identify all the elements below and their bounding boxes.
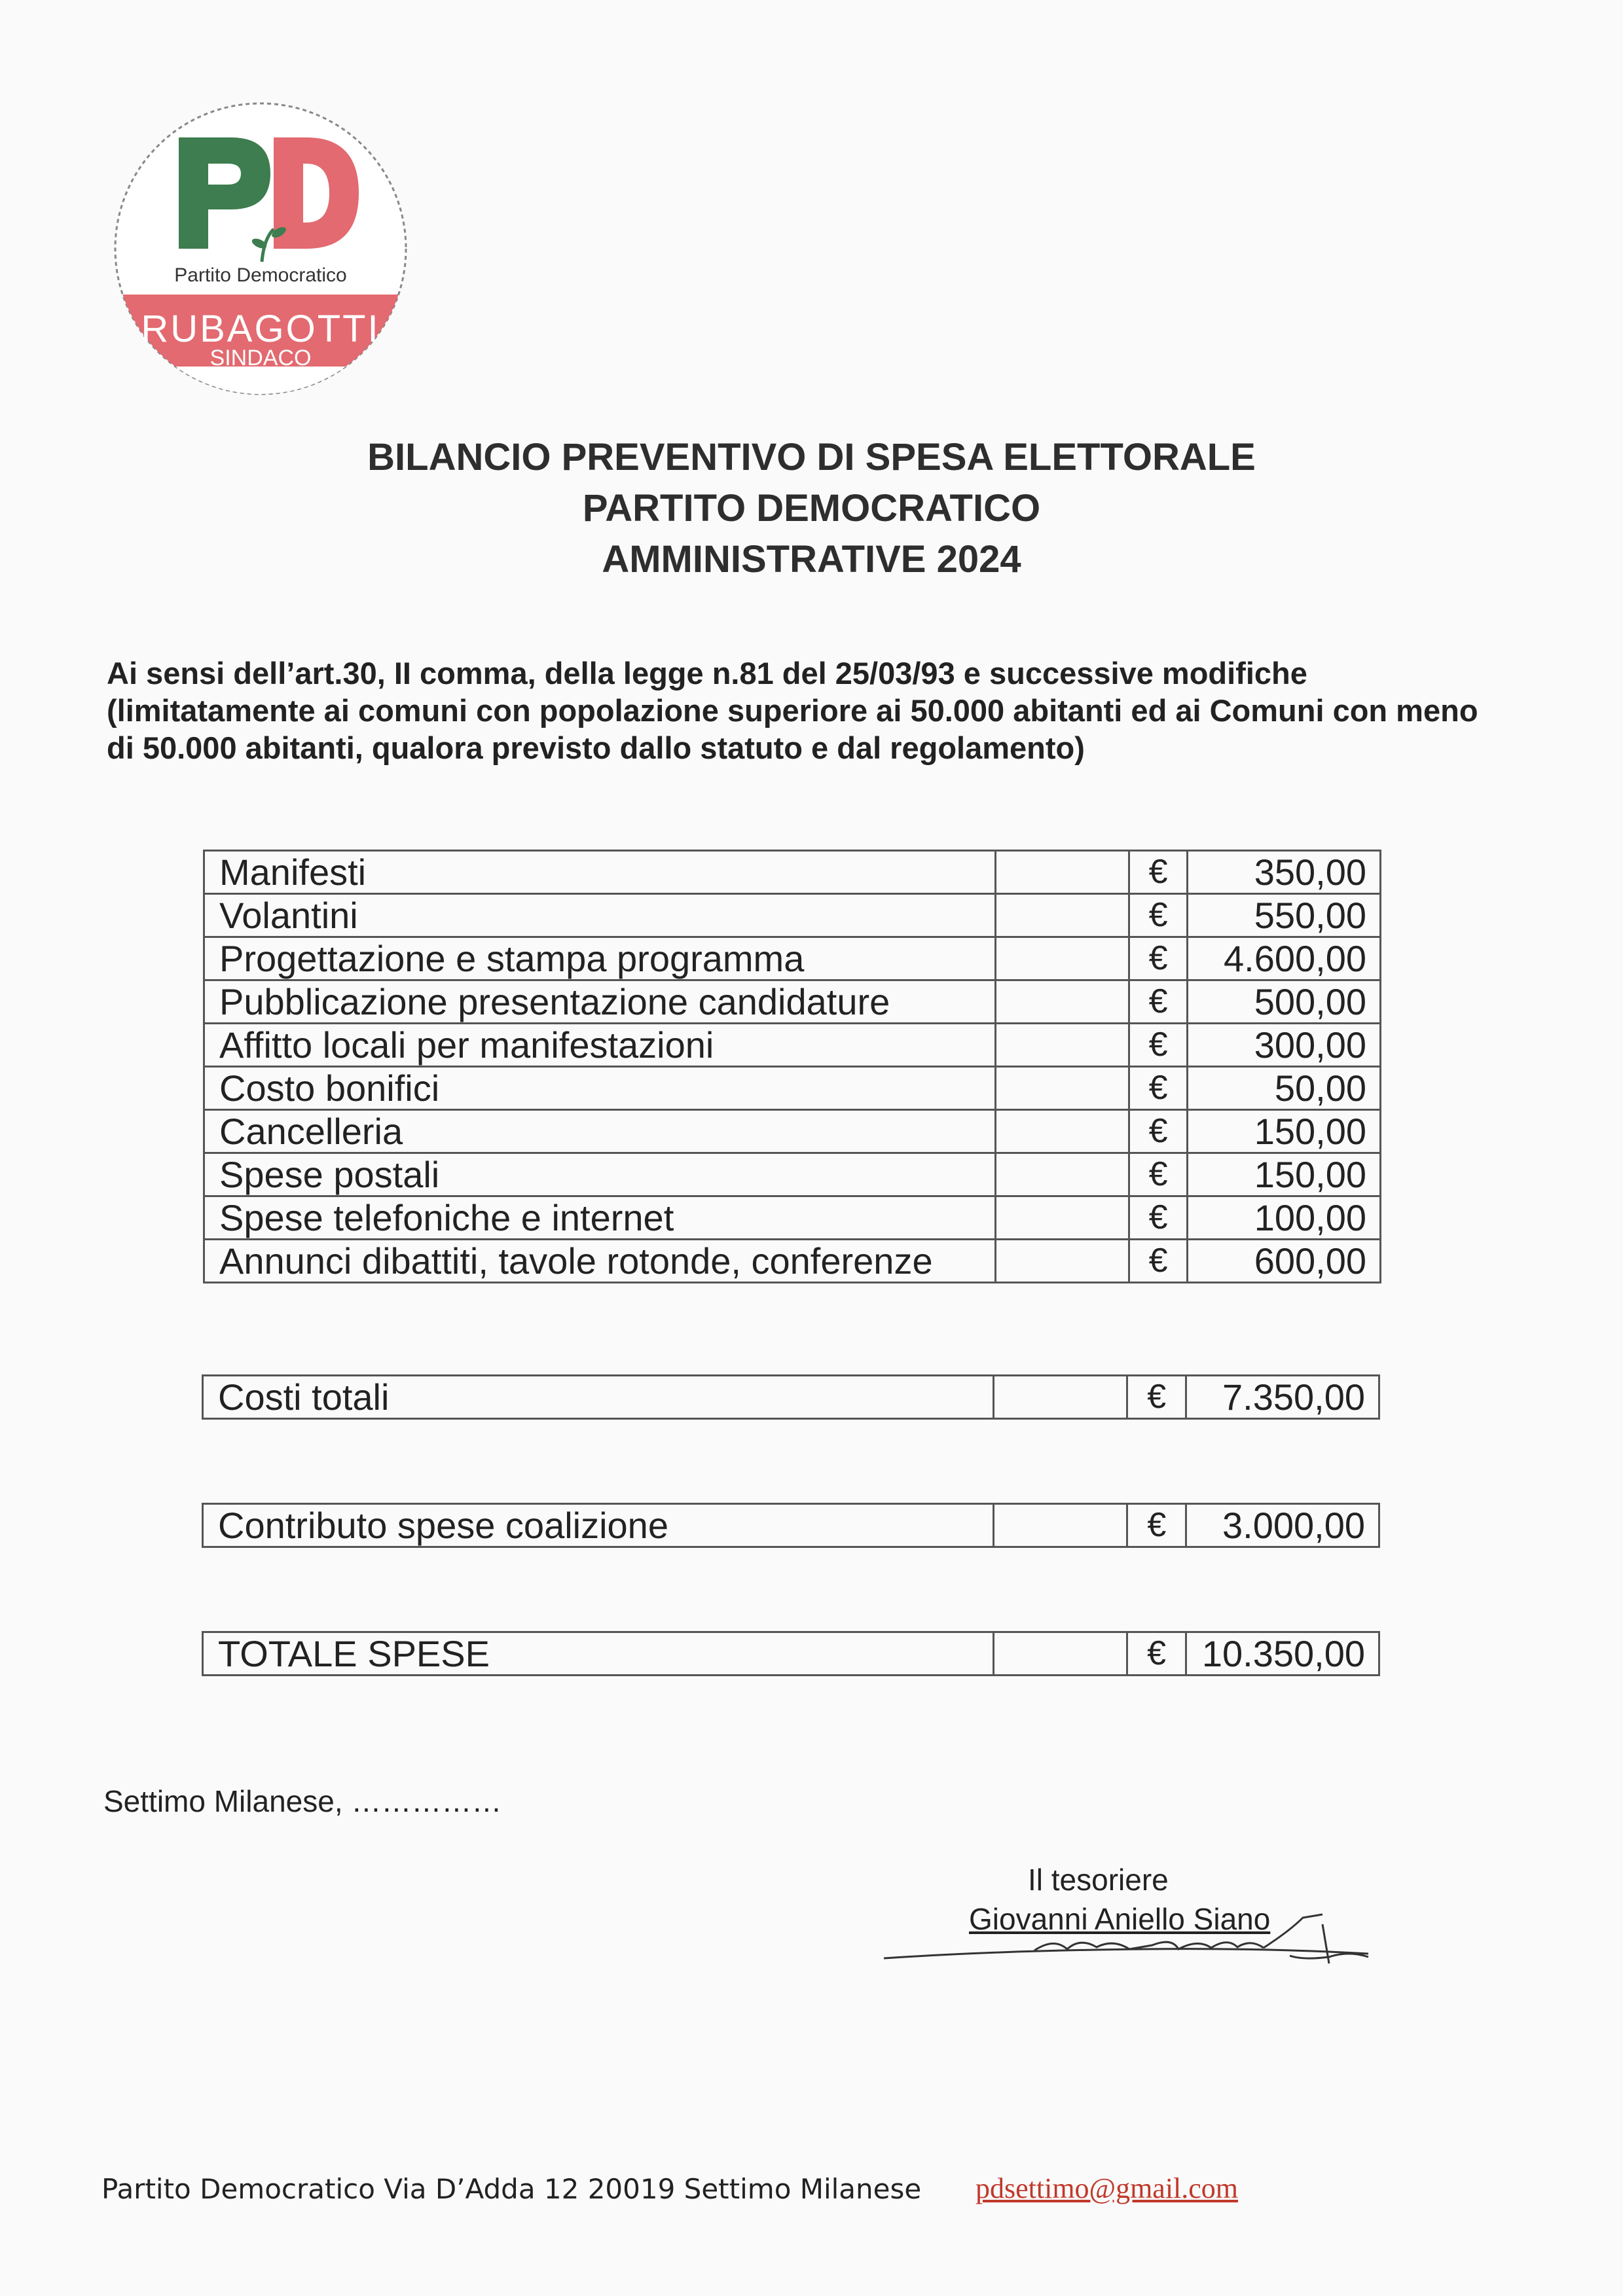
expense-amount: 4.600,00 — [1188, 937, 1381, 980]
expense-spacer — [996, 1153, 1129, 1196]
currency-symbol: € — [1129, 1196, 1188, 1240]
grand-total-row — [203, 1632, 1379, 1676]
expense-label: Cancelleria — [204, 1110, 996, 1153]
currency-symbol: € — [1129, 1067, 1188, 1110]
currency-symbol: € — [1127, 1632, 1186, 1676]
title-line-1: BILANCIO PREVENTIVO DI SPESA ELETTORALE — [367, 436, 1256, 478]
currency-symbol: € — [1129, 1153, 1188, 1196]
grand-total-table — [202, 1631, 1380, 1676]
expense-amount: 300,00 — [1188, 1024, 1381, 1067]
coalition-contribution-row — [203, 1504, 1379, 1547]
currency-symbol: € — [1129, 1240, 1188, 1283]
title-line-2: PARTITO DEMOCRATICO — [582, 487, 1041, 529]
expense-label: Spese telefoniche e internet — [204, 1196, 996, 1240]
party-logo — [110, 98, 411, 399]
currency-symbol: € — [1129, 894, 1188, 937]
logo-candidate: RUBAGOTTI — [141, 308, 380, 350]
expense-amount: 100,00 — [1188, 1196, 1381, 1240]
expense-amount: 150,00 — [1188, 1110, 1381, 1153]
currency-symbol: € — [1129, 937, 1188, 980]
expense-spacer — [996, 1110, 1129, 1153]
treasurer-name: Giovanni Aniello Siano — [969, 1902, 1271, 1936]
expense-amount: 550,00 — [1188, 894, 1381, 937]
footer-address: Partito Democratico Via D’Adda 12 20019 Settimo Milanese — [101, 2173, 922, 2205]
expense-row — [204, 937, 1381, 980]
currency-symbol: € — [1129, 1024, 1188, 1067]
expense-label: Costo bonifici — [204, 1067, 996, 1110]
legal-reference: Ai sensi dell’art.30, II comma, della legge n.81 del 25/03/93 e successive modifiche (limitatamente ai comuni con popolazione superiore ai 50.000 abitanti ed ai Comuni con meno di 50.000 abitanti, qualora previsto dallo statuto e dal regolamento) — [107, 656, 1478, 765]
expense-row — [204, 1196, 1381, 1240]
expense-amount: 50,00 — [1188, 1067, 1381, 1110]
logo-party-name: Partito Democratico — [174, 264, 347, 286]
coalition-contribution-amount: 3.000,00 — [1186, 1504, 1379, 1547]
total-costs-label: Costi totali — [203, 1376, 994, 1419]
expense-row — [204, 1067, 1381, 1110]
expense-label: Affitto locali per manifestazioni — [204, 1024, 996, 1067]
expense-spacer — [996, 1240, 1129, 1283]
expense-spacer — [996, 894, 1129, 937]
expense-amount: 350,00 — [1188, 851, 1381, 894]
expense-row — [204, 1153, 1381, 1196]
logo-role: SINDACO — [210, 346, 312, 370]
currency-symbol: € — [1129, 980, 1188, 1024]
grand-total-label: TOTALE SPESE — [203, 1632, 994, 1676]
expense-row — [204, 1024, 1381, 1067]
grand-total-amount: 10.350,00 — [1186, 1632, 1379, 1676]
expense-amount: 150,00 — [1188, 1153, 1381, 1196]
title-line-3: AMMINISTRATIVE 2024 — [602, 538, 1021, 581]
expense-spacer — [996, 937, 1129, 980]
currency-symbol: € — [1129, 851, 1188, 894]
handwritten-signature — [871, 1898, 1395, 1983]
total-costs-table — [202, 1374, 1380, 1420]
expense-label: Spese postali — [204, 1153, 996, 1196]
expense-amount: 500,00 — [1188, 980, 1381, 1024]
currency-symbol: € — [1127, 1504, 1186, 1547]
coalition-contribution-label: Contributo spese coalizione — [203, 1504, 994, 1547]
expense-row — [204, 894, 1381, 937]
expense-label: Pubblicazione presentazione candidature — [204, 980, 996, 1024]
expense-spacer — [996, 1024, 1129, 1067]
expense-label: Volantini — [204, 894, 996, 937]
expense-row — [204, 980, 1381, 1024]
expense-row — [204, 851, 1381, 894]
treasurer-title: Il tesoriere — [1028, 1863, 1169, 1897]
expense-spacer — [996, 1196, 1129, 1240]
coalition-contribution-table — [202, 1503, 1380, 1548]
expense-row — [204, 1240, 1381, 1283]
footer-email-link[interactable]: pdsettimo@gmail.com — [976, 2172, 1239, 2204]
expense-amount: 600,00 — [1188, 1240, 1381, 1283]
expense-spacer — [996, 980, 1129, 1024]
place-date: Settimo Milanese, …………… — [103, 1784, 502, 1818]
expense-label: Manifesti — [204, 851, 996, 894]
expense-label: Annunci dibattiti, tavole rotonde, conferenze — [204, 1240, 996, 1283]
expense-label: Progettazione e stampa programma — [204, 937, 996, 980]
total-costs-row — [203, 1376, 1379, 1419]
expense-row — [204, 1110, 1381, 1153]
expense-table — [203, 850, 1381, 1283]
currency-symbol: € — [1127, 1376, 1186, 1419]
total-costs-amount: 7.350,00 — [1186, 1376, 1379, 1419]
expense-spacer — [996, 1067, 1129, 1110]
currency-symbol: € — [1129, 1110, 1188, 1153]
expense-spacer — [996, 851, 1129, 894]
